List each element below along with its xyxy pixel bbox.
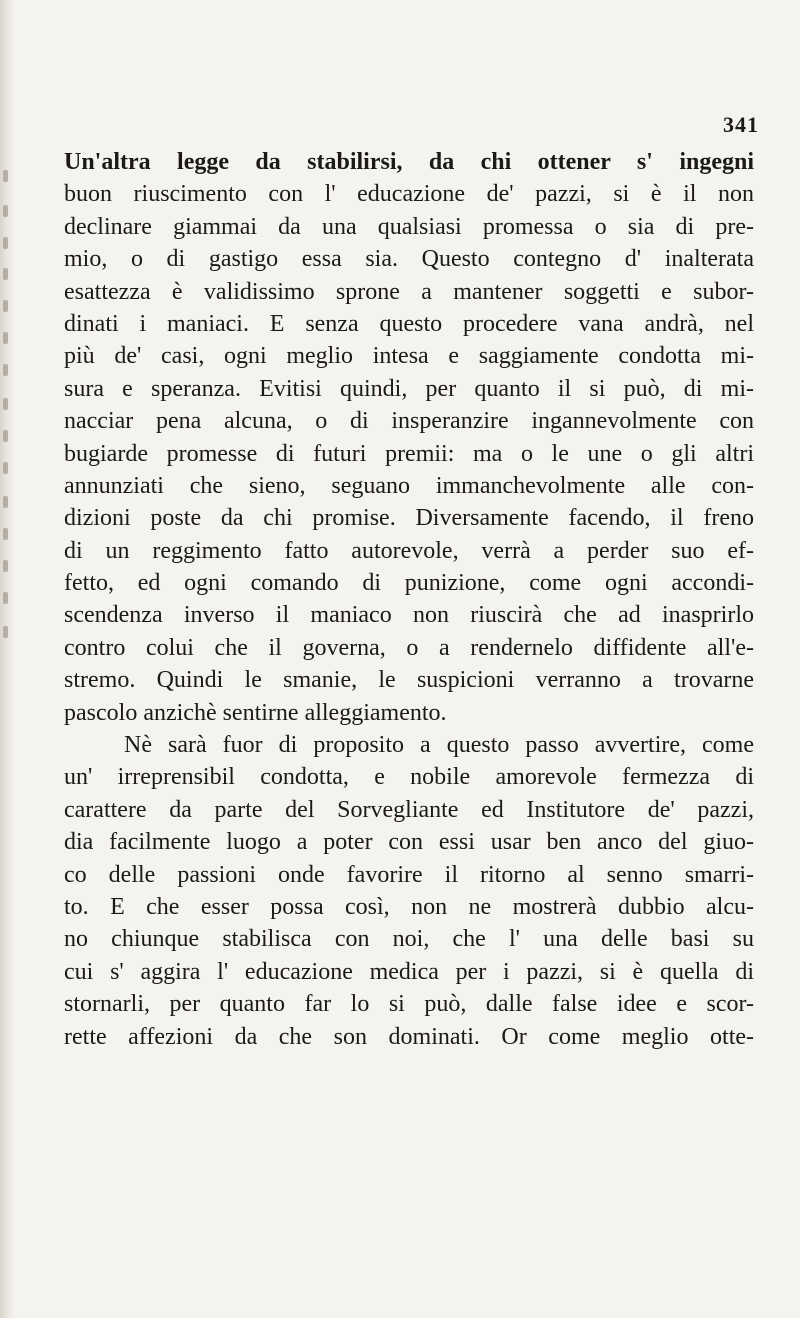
gutter-mark <box>3 626 8 638</box>
text-line: più de' casi, ogni meglio intesa e saggiamente condotta mi- <box>64 343 754 370</box>
gutter-mark <box>3 496 8 508</box>
text-line: annunziati che sieno, seguano immanchevolmente alle con- <box>64 472 754 499</box>
text-line: to. E che esser possa così, non ne mostrerà dubbio alcu- <box>64 893 754 920</box>
gutter-mark <box>3 268 8 280</box>
text-line: co delle passioni onde favorire il ritorno al senno smarri- <box>64 861 754 888</box>
text-line: dia facilmente luogo a poter con essi usar ben anco del giuo- <box>64 829 754 856</box>
gutter-mark <box>3 170 8 182</box>
text-line: declinare giammai da una qualsiasi promessa o sia di pre- <box>64 213 754 240</box>
page-number: 341 <box>723 112 759 137</box>
gutter-mark <box>3 592 8 604</box>
text-line: stremo. Quindi le smanie, le suspicioni verranno a trovarne <box>64 667 754 694</box>
text-line: dinati i maniaci. E senza questo procedere vana andrà, nel <box>64 310 754 337</box>
gutter-mark <box>3 462 8 474</box>
text-line: pascolo anzichè sentirne alleggiamento. <box>64 699 447 726</box>
gutter-mark <box>3 364 8 376</box>
binding-gutter <box>0 0 14 1318</box>
gutter-mark <box>3 300 8 312</box>
gutter-mark <box>3 398 8 410</box>
text-line: Un'altra legge da stabilirsi, da chi ottener s' ingegni <box>64 149 754 175</box>
text-line: Nè sarà fuor di proposito a questo passo avvertire, come <box>124 732 754 759</box>
text-line: fetto, ed ogni comando di punizione, come ogni accondi- <box>64 570 754 597</box>
text-line: scendenza inverso il maniaco non riuscirà che ad inasprirlo <box>64 602 754 629</box>
text-line: mio, o di gastigo essa sia. Questo contegno d' inalterata <box>64 246 754 273</box>
text-line: carattere da parte del Sorvegliante ed Institutore de' pazzi, <box>64 796 754 823</box>
gutter-mark <box>3 332 8 344</box>
text-line: buon riuscimento con l' educazione de' pazzi, si è il non <box>64 181 754 208</box>
gutter-mark <box>3 430 8 442</box>
body-text <box>64 146 754 1053</box>
text-line: sura e speranza. Evitisi quindi, per quanto il si può, di mi- <box>64 375 754 402</box>
text-line: di un reggimento fatto autorevole, verrà a perder suo ef- <box>64 537 754 564</box>
gutter-mark <box>3 237 8 249</box>
gutter-mark <box>3 205 8 217</box>
text-line: no chiunque stabilisca con noi, che l' una delle basi su <box>64 926 754 953</box>
gutter-mark <box>3 528 8 540</box>
text-line: nacciar pena alcuna, o di insperanzire ingannevolmente con <box>64 408 754 435</box>
text-line: rette affezioni da che son dominati. Or come meglio otte- <box>64 1023 754 1050</box>
text-line: dizioni poste da chi promise. Diversamente facendo, il freno <box>64 505 754 532</box>
text-line: bugiarde promesse di futuri premii: ma o le une o gli altri <box>64 440 754 467</box>
text-line: stornarli, per quanto far lo si può, dalle false idee e scor- <box>64 991 754 1018</box>
text-line: contro colui che il governa, o a rendernelo diffidente all'e- <box>64 634 754 661</box>
text-line: un' irreprensibil condotta, e nobile amorevole fermezza di <box>64 764 754 791</box>
text-line: cui s' aggira l' educazione medica per i pazzi, si è quella di <box>64 958 754 985</box>
text-line: esattezza è validissimo sprone a mantener soggetti e subor- <box>64 278 754 305</box>
gutter-mark <box>3 560 8 572</box>
